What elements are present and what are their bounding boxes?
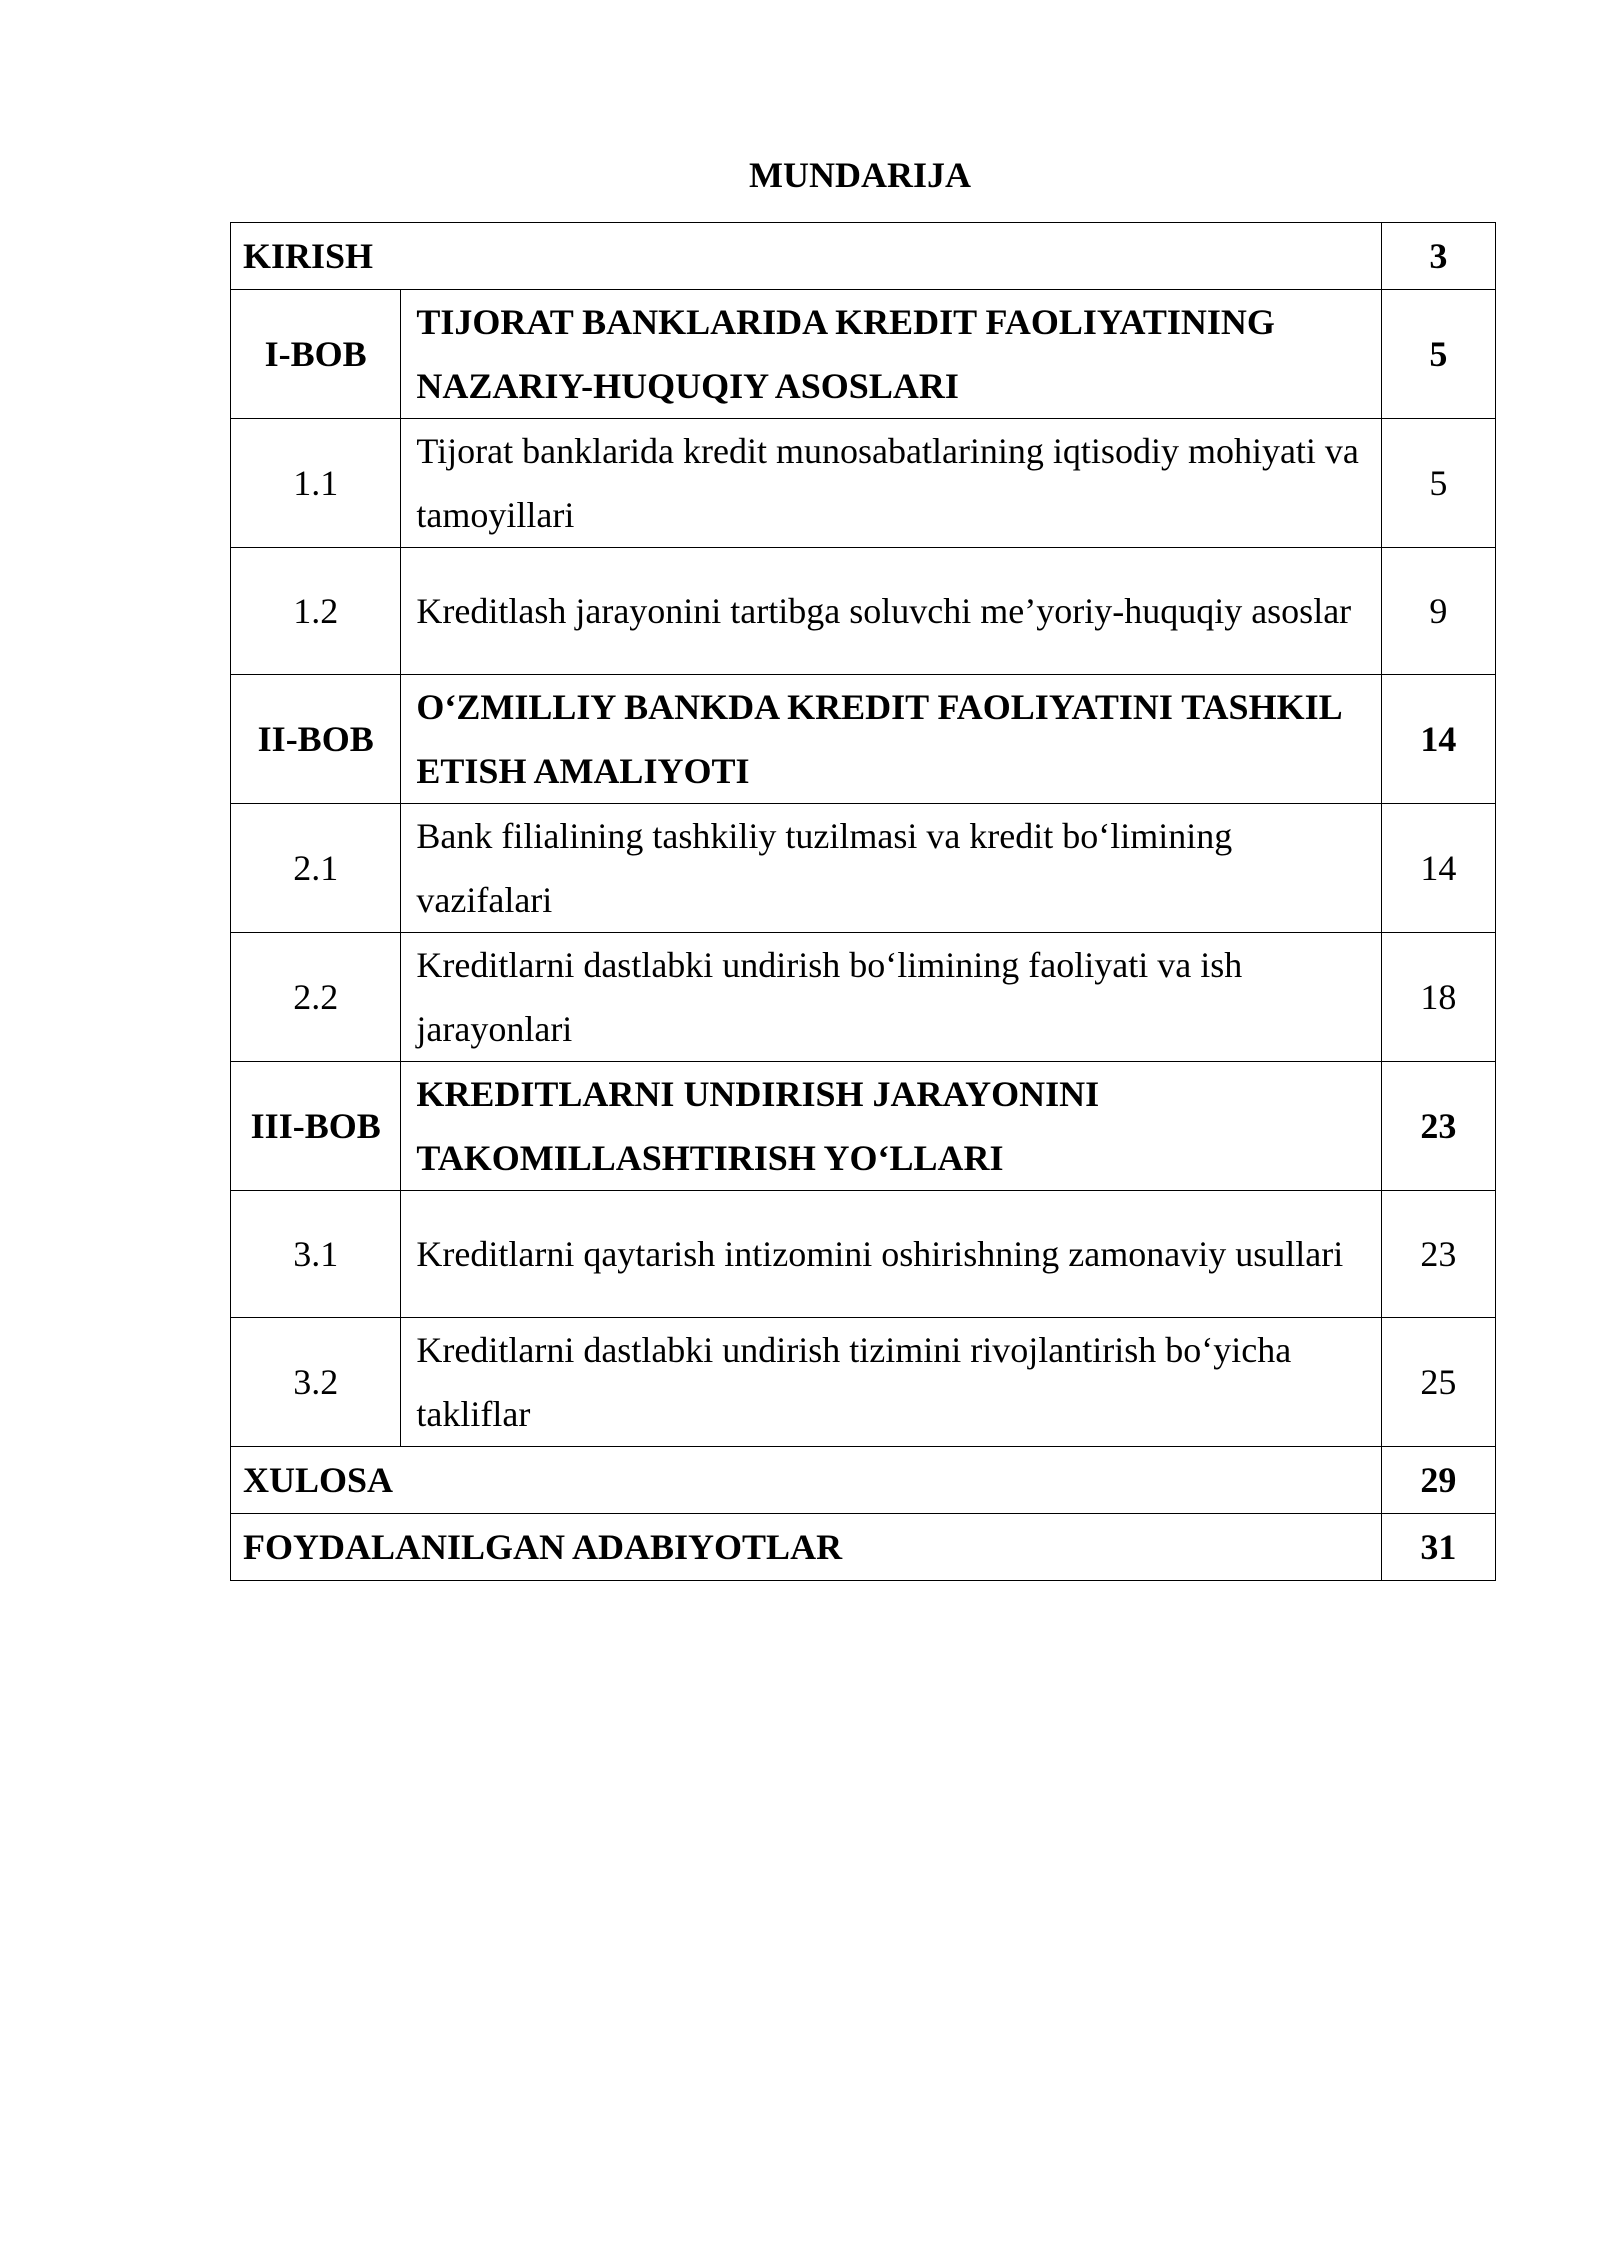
section-title: Kreditlash jarayonini tartibga soluvchi me’yoriy-huquqiy asoslar [401, 548, 1381, 675]
chapter-title: O‘ZMILLIY BANKDA KREDIT FAOLIYATINI TASHKIL ETISH AMALIYOTI [401, 675, 1381, 804]
section-page: 18 [1381, 933, 1495, 1062]
chapter-title: TIJORAT BANKLARIDA KREDIT FAOLIYATINING NAZARIY-HUQUQIY ASOSLARI [401, 290, 1381, 419]
section-page: 25 [1381, 1318, 1495, 1447]
section-page: 14 [1381, 804, 1495, 933]
toc-row-chapter-3 [231, 1062, 1496, 1191]
toc-row-chapter-1 [231, 290, 1496, 419]
toc-references-page: 31 [1381, 1514, 1495, 1581]
section-number: 2.1 [231, 804, 401, 933]
section-title: Kreditlarni dastlabki undirish bo‘limining faoliyati va ish jarayonlari [401, 933, 1381, 1062]
section-number: 2.2 [231, 933, 401, 1062]
section-number: 3.1 [231, 1191, 401, 1318]
toc-row-conclusion [231, 1447, 1496, 1514]
toc-conclusion-page: 29 [1381, 1447, 1495, 1514]
toc-row-section [231, 804, 1496, 933]
toc-row-section [231, 1191, 1496, 1318]
chapter-label: III-BOB [231, 1062, 401, 1191]
section-title: Tijorat banklarida kredit munosabatlarining iqtisodiy mohiyati va tamoyillari [401, 419, 1381, 548]
section-number: 1.2 [231, 548, 401, 675]
toc-row-section [231, 933, 1496, 1062]
toc-intro-label: KIRISH [231, 223, 1382, 290]
toc-row-intro [231, 223, 1496, 290]
section-page: 23 [1381, 1191, 1495, 1318]
toc-conclusion-label: XULOSA [231, 1447, 1382, 1514]
section-number: 1.1 [231, 419, 401, 548]
section-page: 5 [1381, 419, 1495, 548]
section-number: 3.2 [231, 1318, 401, 1447]
toc-row-chapter-2 [231, 675, 1496, 804]
page-title: MUNDARIJA [749, 155, 971, 195]
toc-row-section [231, 419, 1496, 548]
chapter-page: 5 [1381, 290, 1495, 419]
toc-row-section [231, 1318, 1496, 1447]
toc-references-label: FOYDALANILGAN ADABIYOTLAR [231, 1514, 1382, 1581]
toc-intro-page: 3 [1381, 223, 1495, 290]
toc-row-references [231, 1514, 1496, 1581]
chapter-page: 23 [1381, 1062, 1495, 1191]
section-page: 9 [1381, 548, 1495, 675]
section-title: Kreditlarni dastlabki undirish tizimini rivojlantirish bo‘yicha takliflar [401, 1318, 1381, 1447]
toc-row-section [231, 548, 1496, 675]
section-title: Kreditlarni qaytarish intizomini oshirishning zamonaviy usullari [401, 1191, 1381, 1318]
table-of-contents [230, 222, 1496, 1581]
chapter-title: KREDITLARNI UNDIRISH JARAYONINI TAKOMILLASHTIRISH YO‘LLARI [401, 1062, 1381, 1191]
section-title: Bank filialining tashkiliy tuzilmasi va kredit bo‘limining vazifalari [401, 804, 1381, 933]
chapter-label: I-BOB [231, 290, 401, 419]
chapter-label: II-BOB [231, 675, 401, 804]
chapter-page: 14 [1381, 675, 1495, 804]
